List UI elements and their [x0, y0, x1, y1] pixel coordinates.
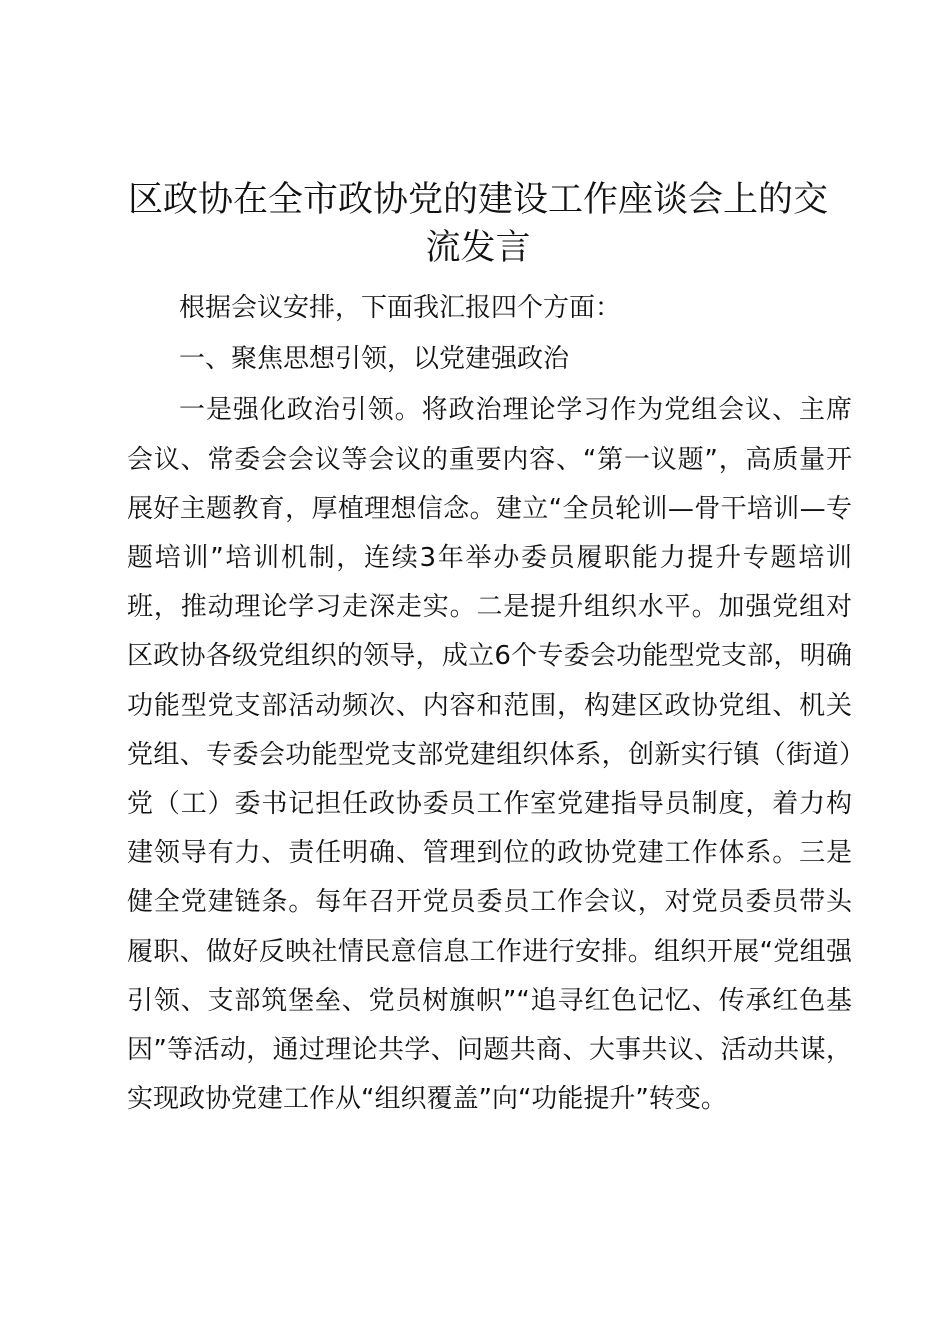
section-body-paragraph: 一是强化政治引领。将政治理论学习作为党组会议、主席会议、常委会会议等会议的重要内容、“第一议题”，高质量开展好主题教育，厚植理想信念。建立“全员轮训—骨干培训—专题培训”培训机制，连续3年举办委员履职能力提升专题培训班，推动理论学习走深走实。二是提升组织水平。加强党组对区政协各级党组织的领导，成立6个专委会功能型党支部，明确功能型党支部活动频次、内容和范围，构建区政协党组、机关党组、专委会功能型党支部党建组织体系，创新实行镇（街道）党（工）委书记担任政协委员工作室党建指导员制度，着力构建领导有力、责任明确、管理到位的政协党建工作体系。三是健全党建链条。每年召开党员委员工作会议，对党员委员带头履职、做好反映社情民意信息工作进行安排。组织开展“党组强引领、支部筑堡垒、党员树旗帜”“追寻红色记忆、传承红色基因”等活动，通过理论共学、问题共商、大事共议、活动共谋，实现政协党建工作从“组织覆盖”向“功能提升”转变。 [127, 395, 852, 1115]
section-heading: 一、聚焦思想引领，以党建强政治 [179, 344, 570, 375]
document-body [127, 284, 852, 1124]
document-title: 区政协在全市政协党的建设工作座谈会上的交流发言 [127, 180, 828, 268]
intro-paragraph: 根据会议安排，下面我汇报四个方面： [179, 293, 622, 323]
